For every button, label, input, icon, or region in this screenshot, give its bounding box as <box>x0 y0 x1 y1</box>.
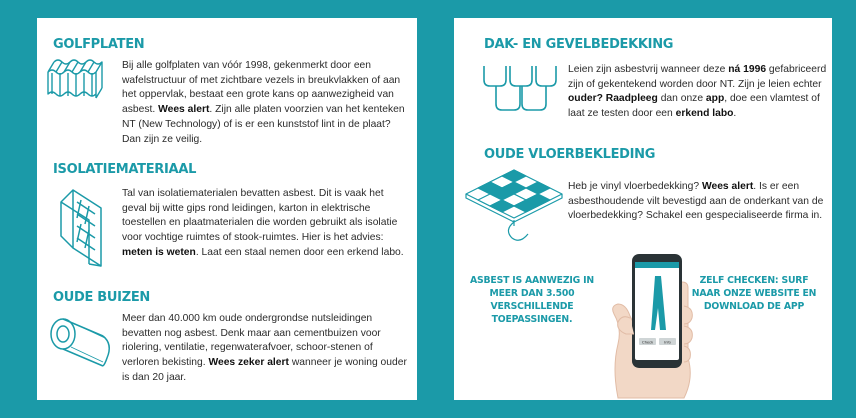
vloer-text: Heb je vinyl vloerbedekking? Wees alert. Is er een asbesthoudende vilt bevestigd aan de onderkant van de vloerbedekking? Schakel een gespecialiseerde firma in. <box>568 181 824 222</box>
dak-text: Leien zijn asbestvrij wanneer deze ná 1996 gefabriceerd zijn of gekentekend worden door NT. Zijn je leien echter ouder? Raadpleeg dan onze app, doe een vlamtest of laat ze testen door een erkend labo. <box>568 64 827 120</box>
fact-caption: ASBEST IS AANWEZIG IN MEER DAN 3.500 VERSCHILLENDE TOEPASSINGEN. <box>470 275 594 325</box>
roof-slates-icon <box>480 62 560 116</box>
hand-holding-phone-icon <box>604 248 694 400</box>
isolatie-title: ISOLATIEMATERIAAL <box>53 162 197 177</box>
isolatie-text: Tal van isolatiematerialen bevatten asbest. Dit is vaak het geval bij witte gips rond leidingen, karton in elektrische toestellen en plaatmaterialen die worden gebruikt als isolatie voor vochtige ruimtes of stook-ruimtes. Hier is het advies: meten is weten. Laat een staal nemen door een erkend labo. <box>122 188 404 258</box>
buizen-text: Meer dan 40.000 km oude ondergrondse nutsleidingen bevatten nog asbest. Denk maar aan cementbuizen voor riolering, ventilatie, regenwaterafvoer, schoor-stenen of verloren bekisting. Wees zeker alert wanneer je woning ouder is dan 20 jaar. <box>122 313 407 383</box>
insulation-panel-icon <box>55 184 115 270</box>
golfplaten-text: Bij alle golfplaten van vóór 1998, gekenmerkt door een wafelstructuur of met zichtbare vezels in breukvlakken of aan het oppervlak, bestaat een grote kans op aanwezigheid van asbest. Wees alert. Zijn alle platen voorzien van het kenteken NT (New Technology) of is er een kunststof lint in de plaat? Dan zijn ze veilig. <box>122 60 405 145</box>
buizen-title: OUDE BUIZEN <box>53 290 150 305</box>
dak-title: DAK- EN GEVELBEDEKKING <box>484 37 674 52</box>
left-panel <box>37 18 417 400</box>
phone-info-button: Info <box>664 339 671 345</box>
phone-check-button: Check <box>641 339 654 345</box>
corrugated-sheet-icon <box>46 58 114 102</box>
vloer-title: OUDE VLOERBEKLEDING <box>484 147 656 162</box>
vinyl-floor-tiles-icon <box>464 168 568 252</box>
right-panel <box>454 18 832 400</box>
golfplaten-title: GOLFPLATEN <box>53 37 145 52</box>
pipe-icon <box>45 314 117 372</box>
check-caption: ZELF CHECKEN: SURF NAAR ONZE WEBSITE EN DOWNLOAD DE APP <box>691 275 817 312</box>
